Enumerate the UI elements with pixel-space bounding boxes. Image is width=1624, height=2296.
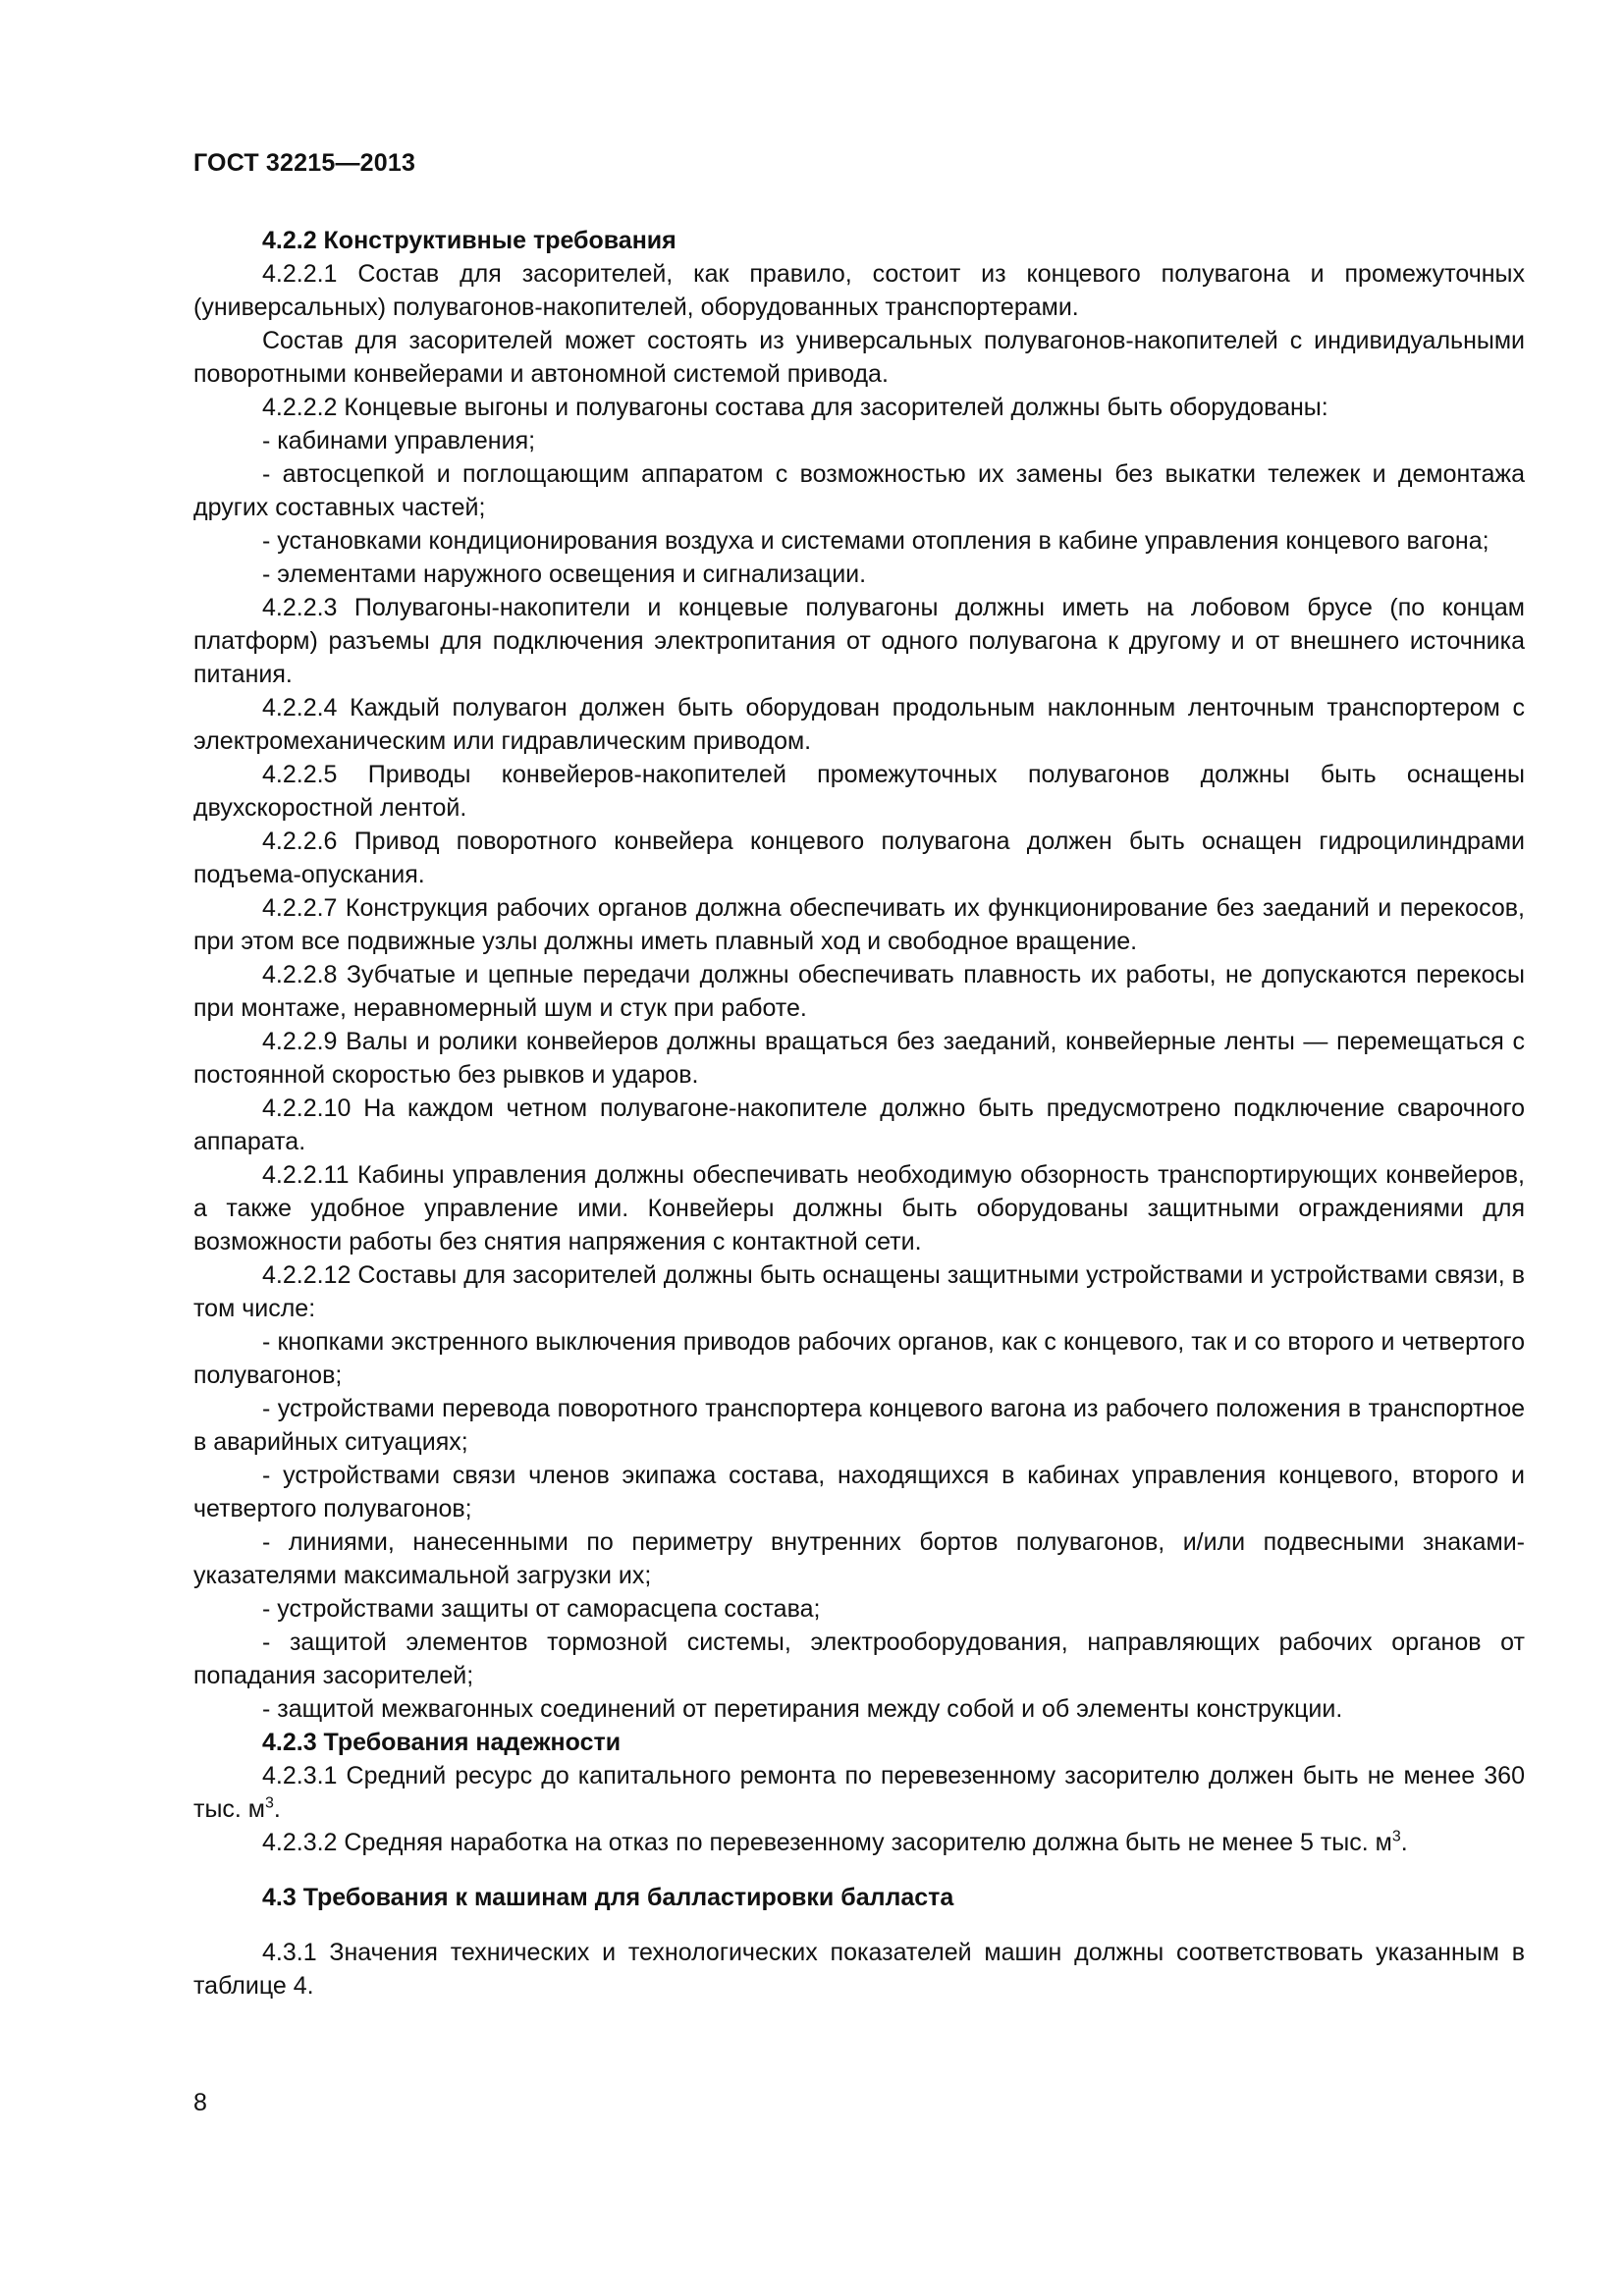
page-number: 8 [193,2089,207,2116]
paragraph: 4.2.2.2 Концевые выгоны и полувагоны состава для засорителей должны быть оборудованы: [262,394,1328,421]
paragraph: 4.2.2.4 Каждый полувагон должен быть оборудован продольным наклонным ленточным транспортером с электромеханическим или гидравлическим приводом. [193,694,1525,755]
paragraph-with-superscript: 4.2.3.2 Средняя наработка на отказ по перевезенному засорителю должна быть не менее 5 тыс. $м^3$. [262,1828,1408,1856]
list-item: - автосцепкой и поглощающим аппаратом с возможностью их замены без выкатки тележек и демонтажа других составных частей; [193,460,1525,521]
document-body [193,224,1525,2002]
paragraph: 4.2.2.10 На каждом четном полувагоне-накопителе должно быть предусмотрено подключение сварочного аппарата. [193,1095,1525,1155]
paragraph: 4.2.2.7 Конструкция рабочих органов должна обеспечивать их функционирование без заеданий и перекосов, при этом все подвижные узлы должны иметь плавный ход и свободное вращение. [193,894,1525,955]
paragraph: 4.2.2.1 Состав для засорителей, как правило, состоит из концевого полувагона и промежуточных (универсальных) полувагонов-накопителей, оборудованных транспортерами. [193,260,1525,321]
list-item: - устройствами связи членов экипажа состава, находящихся в кабинах управления концевого, второго и четвертого полувагонов; [193,1462,1525,1522]
paragraph: 4.2.2.5 Приводы конвейеров-накопителей промежуточных полувагонов должны быть оснащены двухскоростной лентой. [193,761,1525,822]
superscript: 3 [1391,1828,1401,1845]
subsection-heading-4-2-2: 4.2.2 Конструктивные требования [262,227,677,254]
list-item: - установками кондиционирования воздуха и системами отопления в кабине управления концевого вагона; [262,527,1489,555]
list-item: - устройствами перевода поворотного транспортера концевого вагона из рабочего положения в транспортное в аварийных ситуациях; [193,1395,1525,1456]
paragraph: 4.2.2.6 Привод поворотного конвейера концевого полувагона должен быть оснащен гидроцилиндрами подъема-опускания. [193,828,1525,888]
paragraph: 4.2.2.3 Полувагоны-накопители и концевые полувагоны должны иметь на лобовом брусе (по концам платформ) разъемы для подключения электропитания от одного полувагона к другому и от внешнего источника питания. [193,594,1525,688]
paragraph: 4.3.1 Значения технических и технологических показателей машин должны соответствовать указанным в таблице 4. [193,1939,1525,2000]
document-header: ГОСТ 32215—2013 [193,149,416,177]
list-item: - устройствами защиты от саморасцепа состава; [262,1595,821,1623]
paragraph-with-superscript: 4.2.3.1 Средний ресурс до капитального ремонта по перевезенному засорителю должен быть не менее 360 тыс. $м^3$. [193,1762,1525,1823]
paragraph: 4.2.2.11 Кабины управления должны обеспечивать необходимую обзорность транспортирующих конвейеров, а также удобное управление ими. Конвейеры должны быть оборудованы защитными ограждениями для возможности работы без снятия напряжения с контактной сети. [193,1161,1525,1255]
section-heading-4-3: 4.3 Требования к машинам для балластировки балласта [262,1884,954,1911]
superscript: 3 [265,1794,274,1812]
list-item: - защитой межвагонных соединений от перетирания между собой и об элементы конструкции. [262,1695,1343,1723]
paragraph: Состав для засорителей может состоять из универсальных полувагонов-накопителей с индивидуальными поворотными конвейерами и автономной системой привода. [193,327,1525,388]
paragraph: 4.2.2.8 Зубчатые и цепные передачи должны обеспечивать плавность их работы, не допускаются перекосы при монтаже, неравномерный шум и стук при работе. [193,961,1525,1022]
list-item: - защитой элементов тормозной системы, электрооборудования, направляющих рабочих органов от попадания засорителей; [193,1629,1525,1689]
paragraph-text: 4.2.3.2 Средняя наработка на отказ по перевезенному засорителю должна быть не менее 5 тыс. м [262,1829,1392,1856]
list-item: - линиями, нанесенными по периметру внутренних бортов полувагонов, и/или подвесными знаками-указателями максимальной загрузки их; [193,1528,1525,1589]
list-item: - кнопками экстренного выключения приводов рабочих органов, как с концевого, так и со второго и четвертого полувагонов; [193,1328,1525,1389]
list-item: - кабинами управления; [262,427,536,454]
paragraph: 4.2.2.9 Валы и ролики конвейеров должны вращаться без заеданий, конвейерные ленты — перемещаться с постоянной скоростью без рывков и ударов. [193,1028,1525,1089]
paragraph: 4.2.2.12 Составы для засорителей должны быть оснащены защитными устройствами и устройствами связи, в том числе: [193,1261,1525,1322]
paragraph-text: 4.2.3.1 Средний ресурс до капитального ремонта по перевезенному засорителю должен быть не менее 360 тыс. м [193,1762,1525,1823]
list-item: - элементами наружного освещения и сигнализации. [262,561,867,588]
subsection-heading-4-2-3: 4.2.3 Требования надежности [262,1729,622,1756]
